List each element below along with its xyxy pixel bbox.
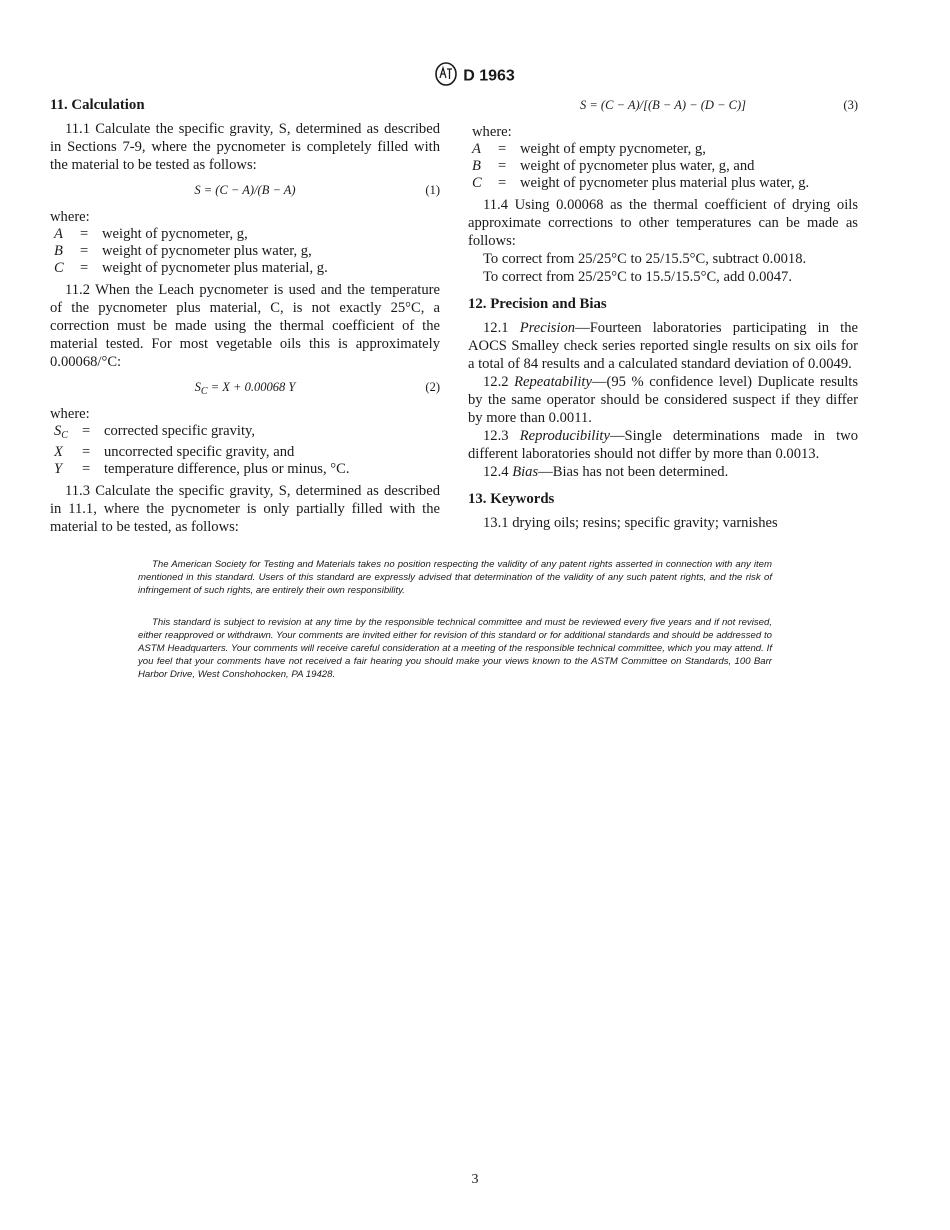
equation-2-rhs: = X + 0.00068 Y [210,380,296,394]
equation-1 [50,181,440,199]
equation-2-number: (2) [425,380,440,394]
definition-item: A = weight of pycnometer, g, [54,226,248,242]
paragraph-13-1: 13.1 drying oils; resins; specific gravity; varnishes [483,515,778,531]
where-label: where: [50,209,90,225]
definition-item: B = weight of pycnometer plus water, g, and [472,158,755,174]
paragraph-11-1: 11.1 Calculate the specific gravity, S, determined as described in Sections 7-9, where the pycnometer is completely filled with the material to be tested as follows: [50,121,440,173]
equation-2-lhs: S [194,380,201,394]
equation-3-number: (3) [843,98,858,112]
correction-line-1: To correct from 25/25°C to 25/15.5°C, subtract 0.0018. [483,251,807,267]
where-label: where: [472,124,512,140]
definitions-list-3 [472,141,858,192]
right-column [468,96,858,532]
paragraph-11-2: 11.2 When the Leach pycnometer is used and the temperature of the pycnometer plus material, C, is not exactly 25°C, a correction must be made using the thermal coefficient of the material tested. For most vegetable oils this is approximately 0.00068/°C: [50,282,440,370]
section-title-calculation: 11. Calculation [50,97,145,113]
definition-item: C = weight of pycnometer plus material plus water, g. [472,175,810,191]
paragraph-12-3: 12.3 Reproducibility—Single determinations made in two different laboratories should not differ by more than 0.0013. [468,428,858,462]
page-number: 3 [471,1172,479,1187]
definitions-list-2 [54,423,440,478]
left-column [50,96,440,536]
revision-notice: This standard is subject to revision at any time by the responsible technical committee and must be reviewed every five years and if not revised, either reapproved or withdrawn. Your comments are invited either for revision of this standard or for additional standards and should be addressed to ASTM Headquarters. Your comments will receive careful consideration at a meeting of the responsible technical committee, which you may attend. If you feel that your comments have not received a fair hearing you should make your views known to the ASTM Committee on Standards, 100 Barr Harbor Drive, West Conshohocken, PA 19428. [138,617,772,680]
equation-2 [50,378,440,396]
paragraph-12-1: 12.1 Precision—Fourteen laboratories participating in the AOCS Smalley check series reported single results on six oils for a total of 84 results and a calculated standard deviation of 0.0049. [468,320,859,372]
equation-1-formula: S = (C − A)/(B − A) [194,183,296,197]
definition-item: X = uncorrected specific gravity, and [54,444,295,460]
paragraph-11-3: 11.3 Calculate the specific gravity, S, determined as described in 11.1, where the pycnometer is only partially filled with the material to be tested, as follows: [50,483,440,535]
section-title-precision-bias: 12. Precision and Bias [468,296,607,312]
equation-3 [468,96,858,114]
paragraph-12-2: 12.2 Repeatability—(95 % confidence level) Duplicate results by the same operator should be considered suspect if they differ by more than 0.0011. [468,374,859,426]
definitions-list-1 [54,226,440,277]
paragraph-11-4: 11.4 Using 0.00068 as the thermal coefficient of drying oils approximate corrections to other temperatures can be made as follows: [468,197,858,249]
paragraph-12-4: 12.4 Bias—Bias has not been determined. [483,464,729,480]
page-header [0,62,950,91]
equation-1-number: (1) [425,183,440,197]
section-title-keywords: 13. Keywords [468,491,555,507]
definition-item: $S_C$ = corrected specific gravity, [54,423,255,441]
where-label: where: [50,406,90,422]
correction-line-2: To correct from 25/25°C to 15.5/15.5°C, add 0.0047. [483,269,792,285]
definition-item: B = weight of pycnometer plus water, g, [54,243,312,259]
standard-designation: D 1963 [463,67,515,85]
equation-3-formula: S = (C − A)/[(B − A) − (D − C)] [579,98,746,112]
definition-item: C = weight of pycnometer plus material, g. [54,260,328,276]
definition-item: Y = temperature difference, plus or minus, °C. [54,461,350,477]
patent-notice: The American Society for Testing and Materials takes no position respecting the validity of any patent rights asserted in connection with any item mentioned in this standard. Users of this standard are expressly advised that determination of the validity of any such patent rights, and the risk of infringement of such rights, are entirely their own responsibility. [138,559,772,596]
astm-logo-icon [435,62,457,91]
equation-2-lhs-subscript: C [200,386,208,397]
definition-item: A = weight of empty pycnometer, g, [472,141,706,157]
